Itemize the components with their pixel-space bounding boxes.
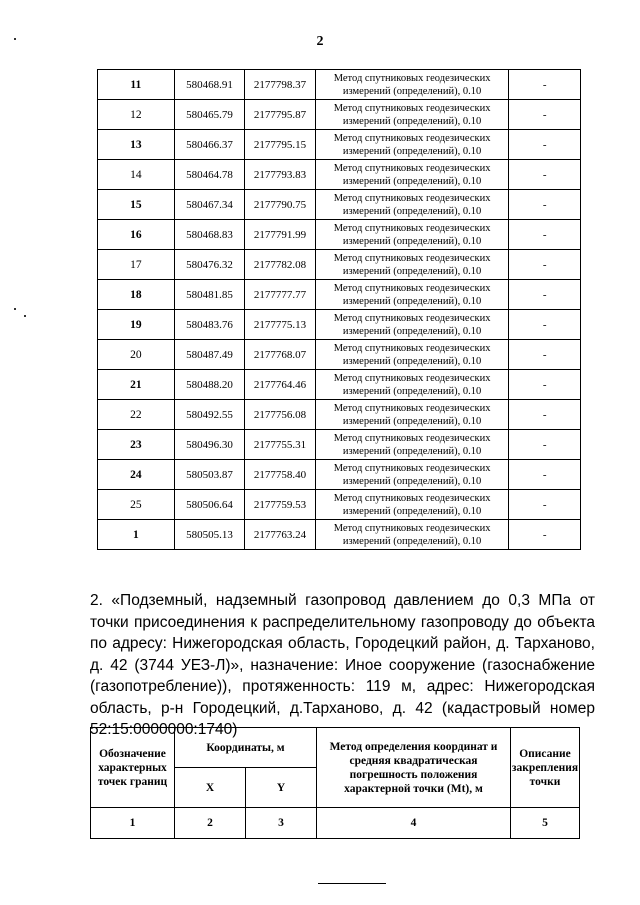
y-coordinate-cell: 2177798.37 (245, 70, 316, 100)
fixing-description-cell: - (509, 460, 581, 490)
method-cell (315, 250, 508, 280)
method-line-1: Метод спутниковых геодезических (333, 192, 491, 204)
method-line-2: измерений (определений), 0.10 (342, 385, 482, 397)
coordinates-header-table (90, 727, 580, 839)
method-line-2: измерений (определений), 0.10 (342, 505, 482, 517)
method-line-1: Метод спутниковых геодезических (333, 252, 491, 264)
x-coordinate-cell: 580466.37 (174, 130, 245, 160)
method-line-2: измерений (определений), 0.10 (342, 145, 482, 157)
header-coordinates: Координаты, м (175, 728, 317, 768)
method-cell (315, 430, 508, 460)
method-line-1: Метод спутниковых геодезических (333, 282, 491, 294)
table-row (98, 190, 581, 220)
y-coordinate-cell: 2177782.08 (245, 250, 316, 280)
method-cell (315, 130, 508, 160)
table-row (98, 100, 581, 130)
method-line-1: Метод спутниковых геодезических (333, 372, 491, 384)
table-row (98, 370, 581, 400)
fixing-description-cell: - (509, 160, 581, 190)
table-row (98, 460, 581, 490)
y-coordinate-cell: 2177759.53 (245, 490, 316, 520)
table-row (98, 160, 581, 190)
object-description-paragraph: 2. «Подземный, надземный газопровод давлением до 0,3 МПа от точки присоединения к распределительному газопроводу до объекта по адресу: Нижегородская область, Городецкий район, д. Тарханово, д. 42 (3744 УЕЗ-Л)», назначение: Иное сооружение (газоснабжение (газопотребление)), протяженность: 119 м, адрес: Нижегородская область, р-н Городецкий, д.Тарханово, д. 42 (кадастровый номер 52:15:0000000:1740) (90, 592, 595, 738)
method-cell (315, 190, 508, 220)
method-line-2: измерений (определений), 0.10 (342, 175, 482, 187)
scan-speck (14, 308, 16, 310)
method-line-2: измерений (определений), 0.10 (342, 445, 482, 457)
header-method: Метод определения координат и средняя квадратическая погрешность положения характерной точки (Mt), м (317, 728, 511, 808)
x-coordinate-cell: 580505.13 (174, 520, 245, 550)
method-line-2: измерений (определений), 0.10 (342, 205, 482, 217)
fixing-description-cell: - (509, 490, 581, 520)
fixing-description-cell: - (509, 190, 581, 220)
column-number-1: 1 (91, 808, 175, 839)
x-coordinate-cell: 580487.49 (174, 340, 245, 370)
method-line-1: Метод спутниковых геодезических (333, 102, 491, 114)
point-number-cell: 16 (98, 220, 175, 250)
footer-line (318, 883, 386, 884)
x-coordinate-cell: 580467.34 (174, 190, 245, 220)
column-number-3: 3 (246, 808, 317, 839)
column-number-2: 2 (175, 808, 246, 839)
point-number-cell: 22 (98, 400, 175, 430)
table-row (98, 280, 581, 310)
fixing-description-cell: - (509, 100, 581, 130)
method-line-2: измерений (определений), 0.10 (342, 265, 482, 277)
method-line-1: Метод спутниковых геодезических (333, 462, 491, 474)
method-line-1: Метод спутниковых геодезических (333, 72, 491, 84)
point-number-cell: 25 (98, 490, 175, 520)
x-coordinate-cell: 580468.83 (174, 220, 245, 250)
method-line-1: Метод спутниковых геодезических (333, 162, 491, 174)
method-line-1: Метод спутниковых геодезических (333, 342, 491, 354)
method-line-1: Метод спутниковых геодезических (333, 312, 491, 324)
point-number-cell: 18 (98, 280, 175, 310)
y-coordinate-cell: 2177777.77 (245, 280, 316, 310)
fixing-description-cell: - (509, 280, 581, 310)
x-coordinate-cell: 580468.91 (174, 70, 245, 100)
x-coordinate-cell: 580492.55 (174, 400, 245, 430)
method-cell (315, 220, 508, 250)
x-coordinate-cell: 580503.87 (174, 460, 245, 490)
coordinates-table (97, 69, 581, 550)
point-number-cell: 23 (98, 430, 175, 460)
point-number-cell: 21 (98, 370, 175, 400)
fixing-description-cell: - (509, 430, 581, 460)
method-line-1: Метод спутниковых геодезических (333, 432, 491, 444)
header-x: X (175, 768, 246, 808)
table-row (98, 400, 581, 430)
header-fixing-description: Описание закрепления точки (511, 728, 580, 808)
y-coordinate-cell: 2177791.99 (245, 220, 316, 250)
y-coordinate-cell: 2177790.75 (245, 190, 316, 220)
y-coordinate-cell: 2177793.83 (245, 160, 316, 190)
point-number-cell: 24 (98, 460, 175, 490)
x-coordinate-cell: 580476.32 (174, 250, 245, 280)
y-coordinate-cell: 2177768.07 (245, 340, 316, 370)
header-point-designation: Обозначение характерных точек границ (91, 728, 175, 808)
column-number-4: 4 (317, 808, 511, 839)
method-line-2: измерений (определений), 0.10 (342, 355, 482, 367)
method-cell (315, 340, 508, 370)
x-coordinate-cell: 580488.20 (174, 370, 245, 400)
method-line-1: Метод спутниковых геодезических (333, 492, 491, 504)
method-cell (315, 460, 508, 490)
method-cell (315, 160, 508, 190)
y-coordinate-cell: 2177795.87 (245, 100, 316, 130)
table-row (98, 220, 581, 250)
fixing-description-cell: - (509, 220, 581, 250)
method-line-2: измерений (определений), 0.10 (342, 85, 482, 97)
method-cell (315, 310, 508, 340)
method-line-2: измерений (определений), 0.10 (342, 115, 482, 127)
scan-speck (24, 315, 26, 317)
x-coordinate-cell: 580481.85 (174, 280, 245, 310)
y-coordinate-cell: 2177756.08 (245, 400, 316, 430)
method-cell (315, 70, 508, 100)
method-line-2: измерений (определений), 0.10 (342, 325, 482, 337)
method-line-2: измерений (определений), 0.10 (342, 295, 482, 307)
method-line-2: измерений (определений), 0.10 (342, 415, 482, 427)
y-coordinate-cell: 2177763.24 (245, 520, 316, 550)
method-line-1: Метод спутниковых геодезических (333, 402, 491, 414)
fixing-description-cell: - (509, 250, 581, 280)
table-row (98, 250, 581, 280)
table-row (98, 340, 581, 370)
page-number: 2 (316, 34, 324, 49)
header-y: Y (246, 768, 317, 808)
point-number-cell: 17 (98, 250, 175, 280)
point-number-cell: 1 (98, 520, 175, 550)
method-line-1: Метод спутниковых геодезических (333, 522, 491, 534)
fixing-description-cell: - (509, 400, 581, 430)
fixing-description-cell: - (509, 370, 581, 400)
table-row (98, 520, 581, 550)
method-cell (315, 400, 508, 430)
point-number-cell: 13 (98, 130, 175, 160)
method-line-1: Метод спутниковых геодезических (333, 132, 491, 144)
point-number-cell: 15 (98, 190, 175, 220)
column-number-5: 5 (511, 808, 580, 839)
point-number-cell: 14 (98, 160, 175, 190)
fixing-description-cell: - (509, 130, 581, 160)
method-line-1: Метод спутниковых геодезических (333, 222, 491, 234)
table-row (98, 310, 581, 340)
method-line-2: измерений (определений), 0.10 (342, 535, 482, 547)
method-cell (315, 280, 508, 310)
table-row (98, 430, 581, 460)
method-cell (315, 490, 508, 520)
scan-speck (14, 38, 16, 40)
y-coordinate-cell: 2177795.15 (245, 130, 316, 160)
fixing-description-cell: - (509, 70, 581, 100)
fixing-description-cell: - (509, 520, 581, 550)
table-row (98, 490, 581, 520)
y-coordinate-cell: 2177764.46 (245, 370, 316, 400)
point-number-cell: 19 (98, 310, 175, 340)
y-coordinate-cell: 2177775.13 (245, 310, 316, 340)
method-cell (315, 520, 508, 550)
point-number-cell: 20 (98, 340, 175, 370)
x-coordinate-cell: 580483.76 (174, 310, 245, 340)
x-coordinate-cell: 580496.30 (174, 430, 245, 460)
x-coordinate-cell: 580464.78 (174, 160, 245, 190)
point-number-cell: 11 (98, 70, 175, 100)
fixing-description-cell: - (509, 310, 581, 340)
method-line-2: измерений (определений), 0.10 (342, 235, 482, 247)
x-coordinate-cell: 580506.64 (174, 490, 245, 520)
y-coordinate-cell: 2177758.40 (245, 460, 316, 490)
method-cell (315, 370, 508, 400)
point-number-cell: 12 (98, 100, 175, 130)
method-line-2: измерений (определений), 0.10 (342, 475, 482, 487)
x-coordinate-cell: 580465.79 (174, 100, 245, 130)
y-coordinate-cell: 2177755.31 (245, 430, 316, 460)
method-cell (315, 100, 508, 130)
table-row (98, 130, 581, 160)
fixing-description-cell: - (509, 340, 581, 370)
coordinates-table-body (98, 70, 581, 550)
table-row (98, 70, 581, 100)
